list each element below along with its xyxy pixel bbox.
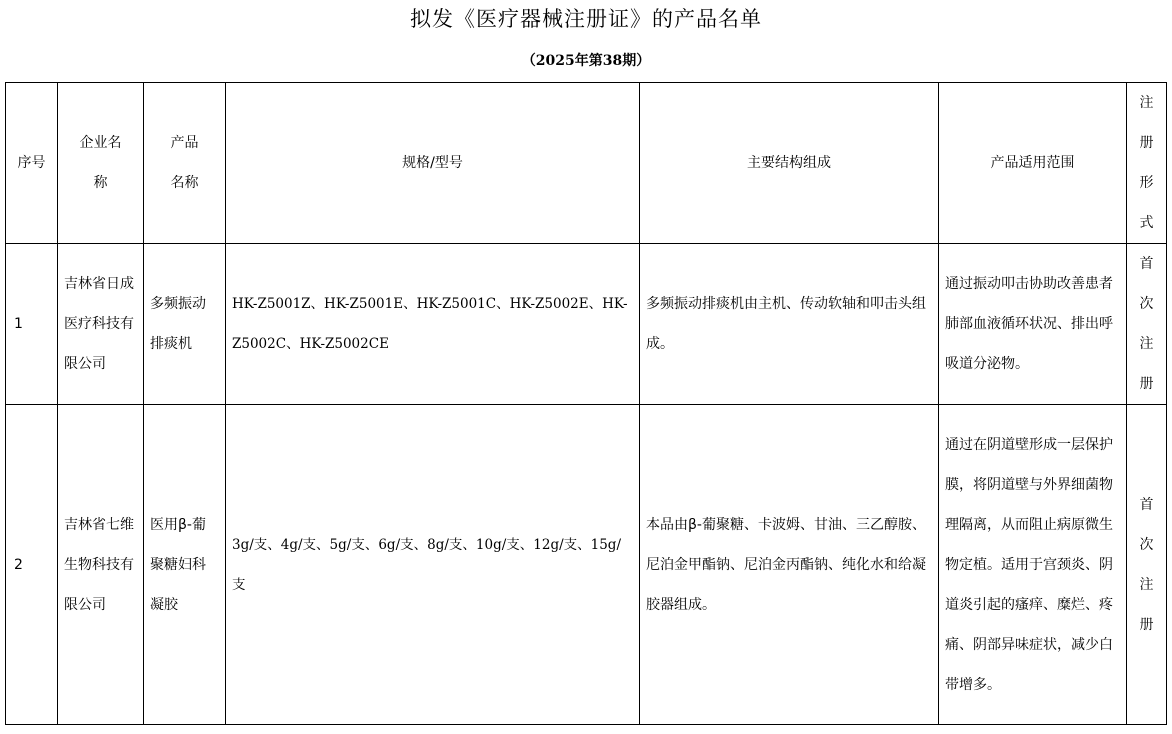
cell-structure: 多频振动排痰机由主机、传动软轴和叩击头组成。 [640,244,939,405]
cell-no: 1 [6,244,58,405]
header-spec: 规格/型号 [226,83,640,244]
product-list-table [5,82,1167,725]
cell-product: 医用β-葡聚糖妇科凝胶 [144,405,226,725]
table-header-row [6,83,1167,244]
cell-product: 多频振动排痰机 [144,244,226,405]
cell-spec: 3g/支、4g/支、5g/支、6g/支、8g/支、10g/支、12g/支、15g/支 [226,405,640,725]
header-form: 注册形式 [1127,83,1167,244]
table-row [6,244,1167,405]
cell-structure: 本品由β-葡聚糖、卡波姆、甘油、三乙醇胺、尼泊金甲酯钠、尼泊金丙酯钠、纯化水和给凝胶器组成。 [640,405,939,725]
cell-form: 首次注册 [1127,244,1167,405]
document-title: 拟发《医疗器械注册证》的产品名单 [410,7,762,31]
header-scope: 产品适用范围 [939,83,1127,244]
cell-scope: 通过振动叩击协助改善患者肺部血液循环状况、排出呼吸道分泌物。 [939,244,1127,405]
document-subtitle: （2025年第38期） [521,53,651,69]
cell-scope: 通过在阴道壁形成一层保护膜，将阴道壁与外界细菌物理隔离，从而阻止病原微生物定植。适用于宫颈炎、阴道炎引起的瘙痒、糜烂、疼痛、阴部异味症状，减少白带增多。 [939,405,1127,725]
cell-no: 2 [6,405,58,725]
header-structure: 主要结构组成 [640,83,939,244]
cell-spec: HK-Z5001Z、HK-Z5001E、HK-Z5001C、HK-Z5002E、HK-Z5002C、HK-Z5002CE [226,244,640,405]
header-company: 企业名称 [58,83,144,244]
table-row [6,405,1167,725]
cell-company: 吉林省日成医疗科技有限公司 [58,244,144,405]
header-product: 产品名称 [144,83,226,244]
header-no: 序号 [6,83,58,244]
cell-form: 首次注册 [1127,405,1167,725]
cell-company: 吉林省七维生物科技有限公司 [58,405,144,725]
